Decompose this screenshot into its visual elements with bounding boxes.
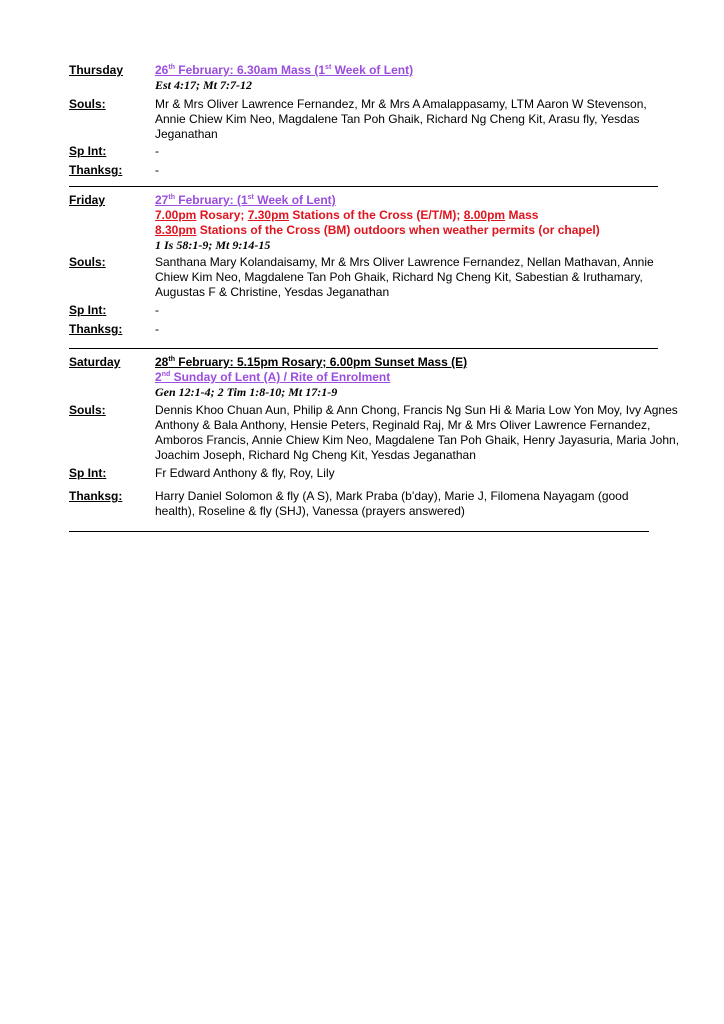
title-text: February: 6.30am Mass (1: [174, 63, 326, 77]
title-text: February: (1: [174, 193, 248, 207]
day-details: [155, 355, 675, 399]
readings: Gen 12:1-4; 2 Tim 1:8-10; Mt 17:1-9: [155, 385, 338, 399]
date-suffix: th: [168, 194, 175, 201]
sub-number: 2: [155, 370, 162, 384]
thanks-text: -: [155, 322, 159, 336]
spint-label: Sp Int:: [69, 144, 107, 158]
day-subtitle: [155, 370, 675, 385]
title-text: February: 5.15pm Rosary; 6.00pm Sunset Mass (E): [174, 355, 468, 369]
date-suffix: th: [168, 356, 175, 363]
date-number: 28: [155, 355, 169, 369]
day-label: Saturday: [69, 355, 121, 369]
bottom-divider: [69, 531, 649, 532]
souls-label: Souls:: [69, 97, 106, 111]
divider: [69, 348, 658, 349]
schedule-line-1: 7.00pm Rosary; 7.30pm Stations of the Cross (E/T/M); 8.00pm Mass: [155, 208, 539, 222]
sub-suffix: nd: [161, 371, 171, 378]
spint-text: -: [155, 303, 159, 317]
spint-text: -: [155, 144, 159, 158]
date-suffix: th: [168, 64, 175, 71]
spint-label: Sp Int:: [69, 303, 107, 317]
schedule-line-2: 8.30pm Stations of the Cross (BM) outdoors when weather permits (or chapel): [155, 223, 600, 237]
readings: Est 4:17; Mt 7:7-12: [155, 78, 252, 92]
souls-text: Dennis Khoo Chuan Aun, Philip & Ann Chong, Francis Ng Sun Hi & Maria Low Yon Moy, Ivy Agnes Anthony & Bala Anthony, Hensie Peters, Reginald Raj, Mr & Mrs Oliver Lawrence Fernandez, Amboros Francis, Annie Chiew Kim Neo, Magdalene Tan Poh Ghaik, Henry Jayasuria, Maria John, Joachim Joseph, Richard Ng Cheng Kit, Yesdas Jeganathan: [155, 403, 680, 462]
thanks-label: Thanksg:: [69, 163, 123, 177]
sub-text: Sunday of Lent (A) / Rite of Enrolment: [170, 370, 391, 384]
day-title: [155, 63, 675, 78]
title-text-end: Week of Lent): [253, 193, 336, 207]
title-text-end: Week of Lent): [331, 63, 414, 77]
day-details: [155, 193, 675, 252]
souls-label: Souls:: [69, 255, 106, 269]
title-suffix: st: [325, 64, 332, 71]
thanks-label: Thanksg:: [69, 489, 123, 503]
date-number: 27: [155, 193, 169, 207]
spint-text: Fr Edward Anthony & fly, Roy, Lily: [155, 466, 335, 480]
divider: [69, 186, 658, 187]
souls-text: Mr & Mrs Oliver Lawrence Fernandez, Mr & Mrs A Amalappasamy, LTM Aaron W Stevenson, Annie Chiew Kim Neo, Magdalene Tan Poh Ghaik, Richard Ng Cheng Kit, Arasu fly, Yesdas Jeganathan: [155, 97, 647, 141]
spint-label: Sp Int:: [69, 466, 107, 480]
thanks-text: -: [155, 163, 159, 177]
date-number: 26: [155, 63, 169, 77]
day-details: [155, 63, 675, 92]
day-label: Thursday: [69, 63, 124, 77]
souls-label: Souls:: [69, 403, 106, 417]
day-title: [155, 193, 675, 208]
readings: 1 Is 58:1-9; Mt 9:14-15: [155, 238, 271, 252]
day-title: [155, 355, 675, 370]
thanks-label: Thanksg:: [69, 322, 123, 336]
title-suffix: st: [247, 194, 254, 201]
thanks-text: Harry Daniel Solomon & fly (A S), Mark Praba (b’day), Marie J, Filomena Nayagam (good health), Roseline & fly (SHJ), Vanessa (prayers answered): [155, 489, 629, 518]
day-label: Friday: [69, 193, 106, 207]
souls-text: Santhana Mary Kolandaisamy, Mr & Mrs Oliver Lawrence Fernandez, Nellan Mathavan, Annie Chiew Kim Neo, Magdalene Tan Poh Ghaik, Richard Ng Cheng Kit, Sabestian & Iruthamary, Augustas F & Christine, Yesdas Jeganathan: [155, 255, 654, 299]
